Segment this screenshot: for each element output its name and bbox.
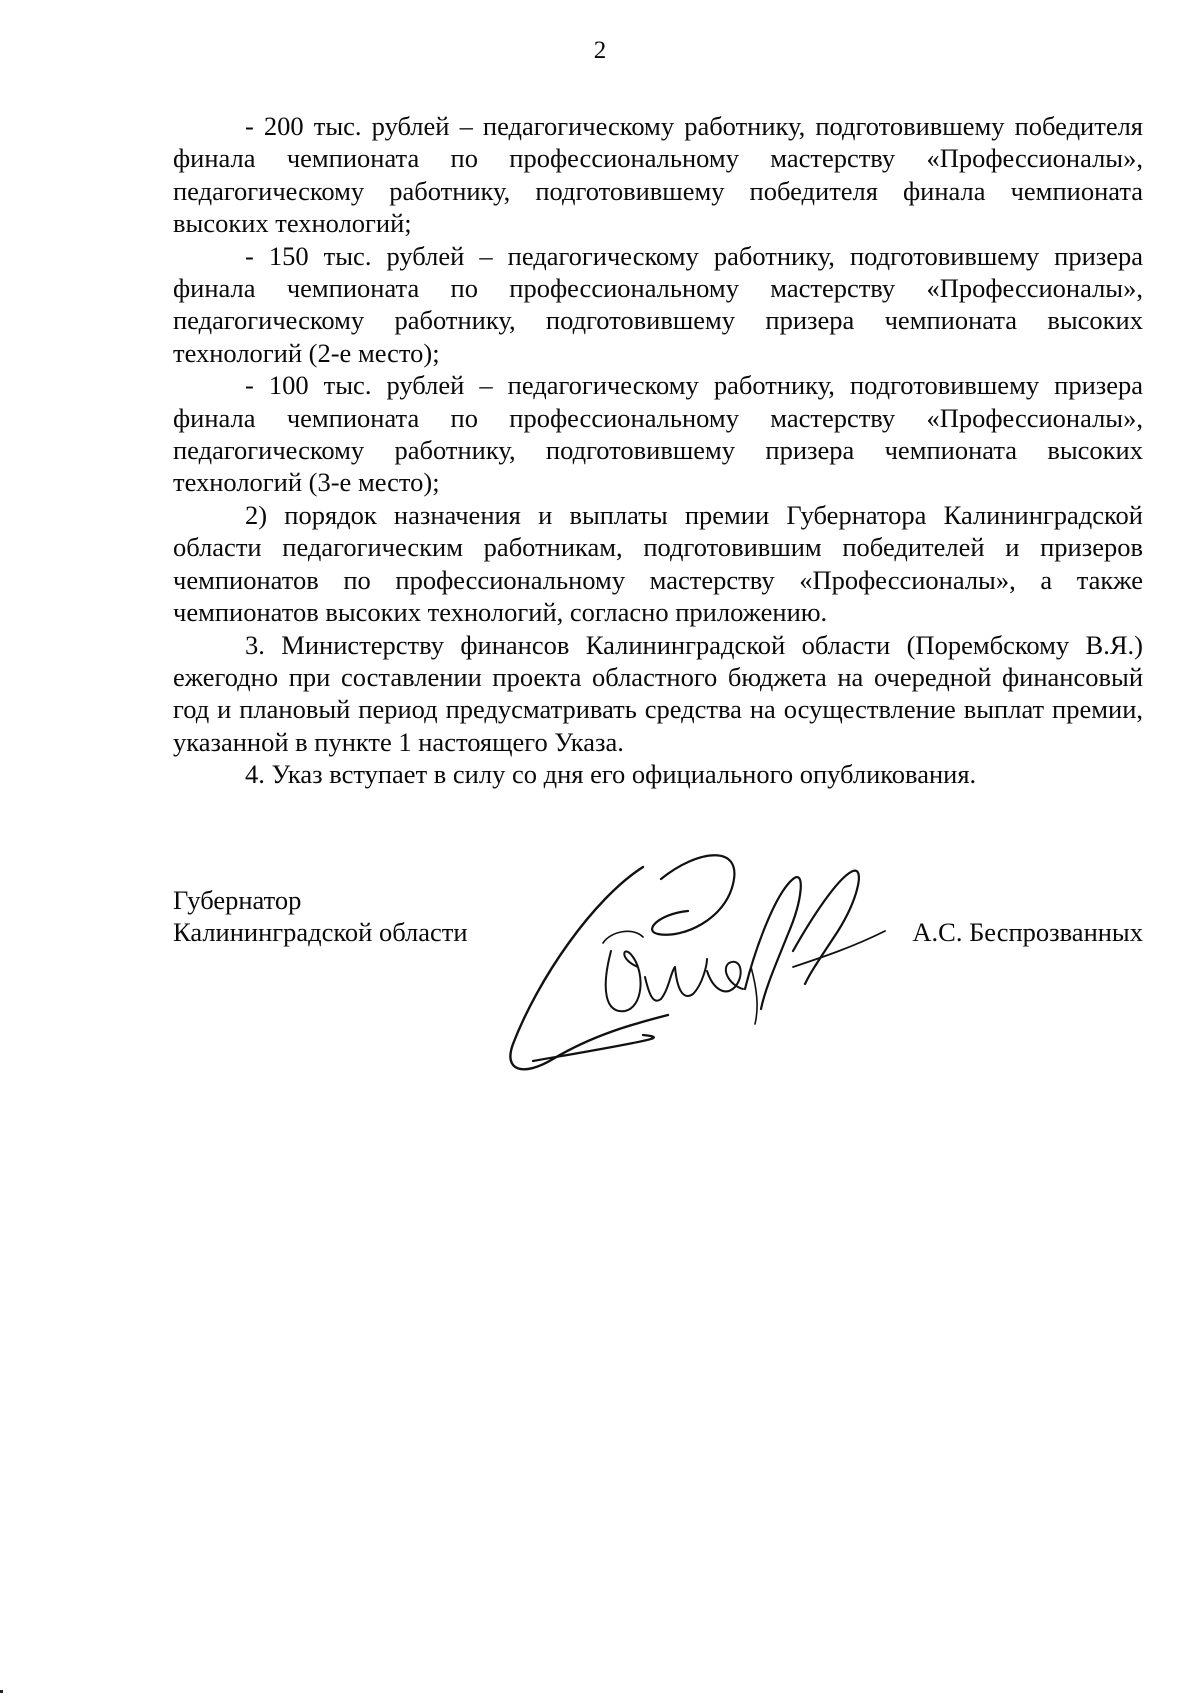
signer-position-line1: Губернатор: [173, 885, 302, 915]
signer-position-line2: Калининградской области: [173, 917, 468, 948]
signer-name: А.С. Беспрозванных: [912, 917, 1143, 947]
page-number: 2: [593, 37, 607, 64]
document-body: [173, 110, 1143, 791]
handwritten-signature: [493, 839, 913, 1079]
paragraph-award-200: - 200 тыс. рублей – педагогическому работнику, подготовившему победителя финала чемпионата по профессиональному мастерству «Профессионалы», педагогическому работнику, подготовившему победителя финала чемпионата высоких технологий;: [173, 111, 1143, 239]
scan-artifact-mark: [0, 1690, 3, 1693]
signature-block: [173, 884, 1143, 1104]
signer-position: [173, 884, 468, 949]
paragraph-item-4: 4. Указ вступает в силу со дня его официального опубликования.: [245, 759, 977, 790]
paragraph-item-3: 3. Министерству финансов Калининградской области (Порембскому В.Я.) ежегодно при составлении проекта областного бюджета на очередной финансовый год и плановый период предусматривать средства на осуществление выплат премии, указанной в пункте 1 настоящего Указа.: [173, 629, 1143, 757]
paragraph-award-150: - 150 тыс. рублей – педагогическому работнику, подготовившему призера финала чемпионата по профессиональному мастерству «Профессионалы», педагогическому работнику, подготовившему призера чемпионата высоких технологий (2-е место);: [173, 240, 1143, 368]
paragraph-award-100: - 100 тыс. рублей – педагогическому работнику, подготовившему призера финала чемпионата по профессиональному мастерству «Профессионалы», педагогическому работнику, подготовившему призера чемпионата высоких технологий (3-е место);: [173, 370, 1143, 498]
paragraph-item-2: 2) порядок назначения и выплаты премии Губернатора Калининградской области педагогическим работникам, подготовившим победителей и призеров чемпионатов по профессиональному мастерству «Профессионалы», а также чемпионатов высоких технологий, согласно приложению.: [173, 499, 1143, 628]
